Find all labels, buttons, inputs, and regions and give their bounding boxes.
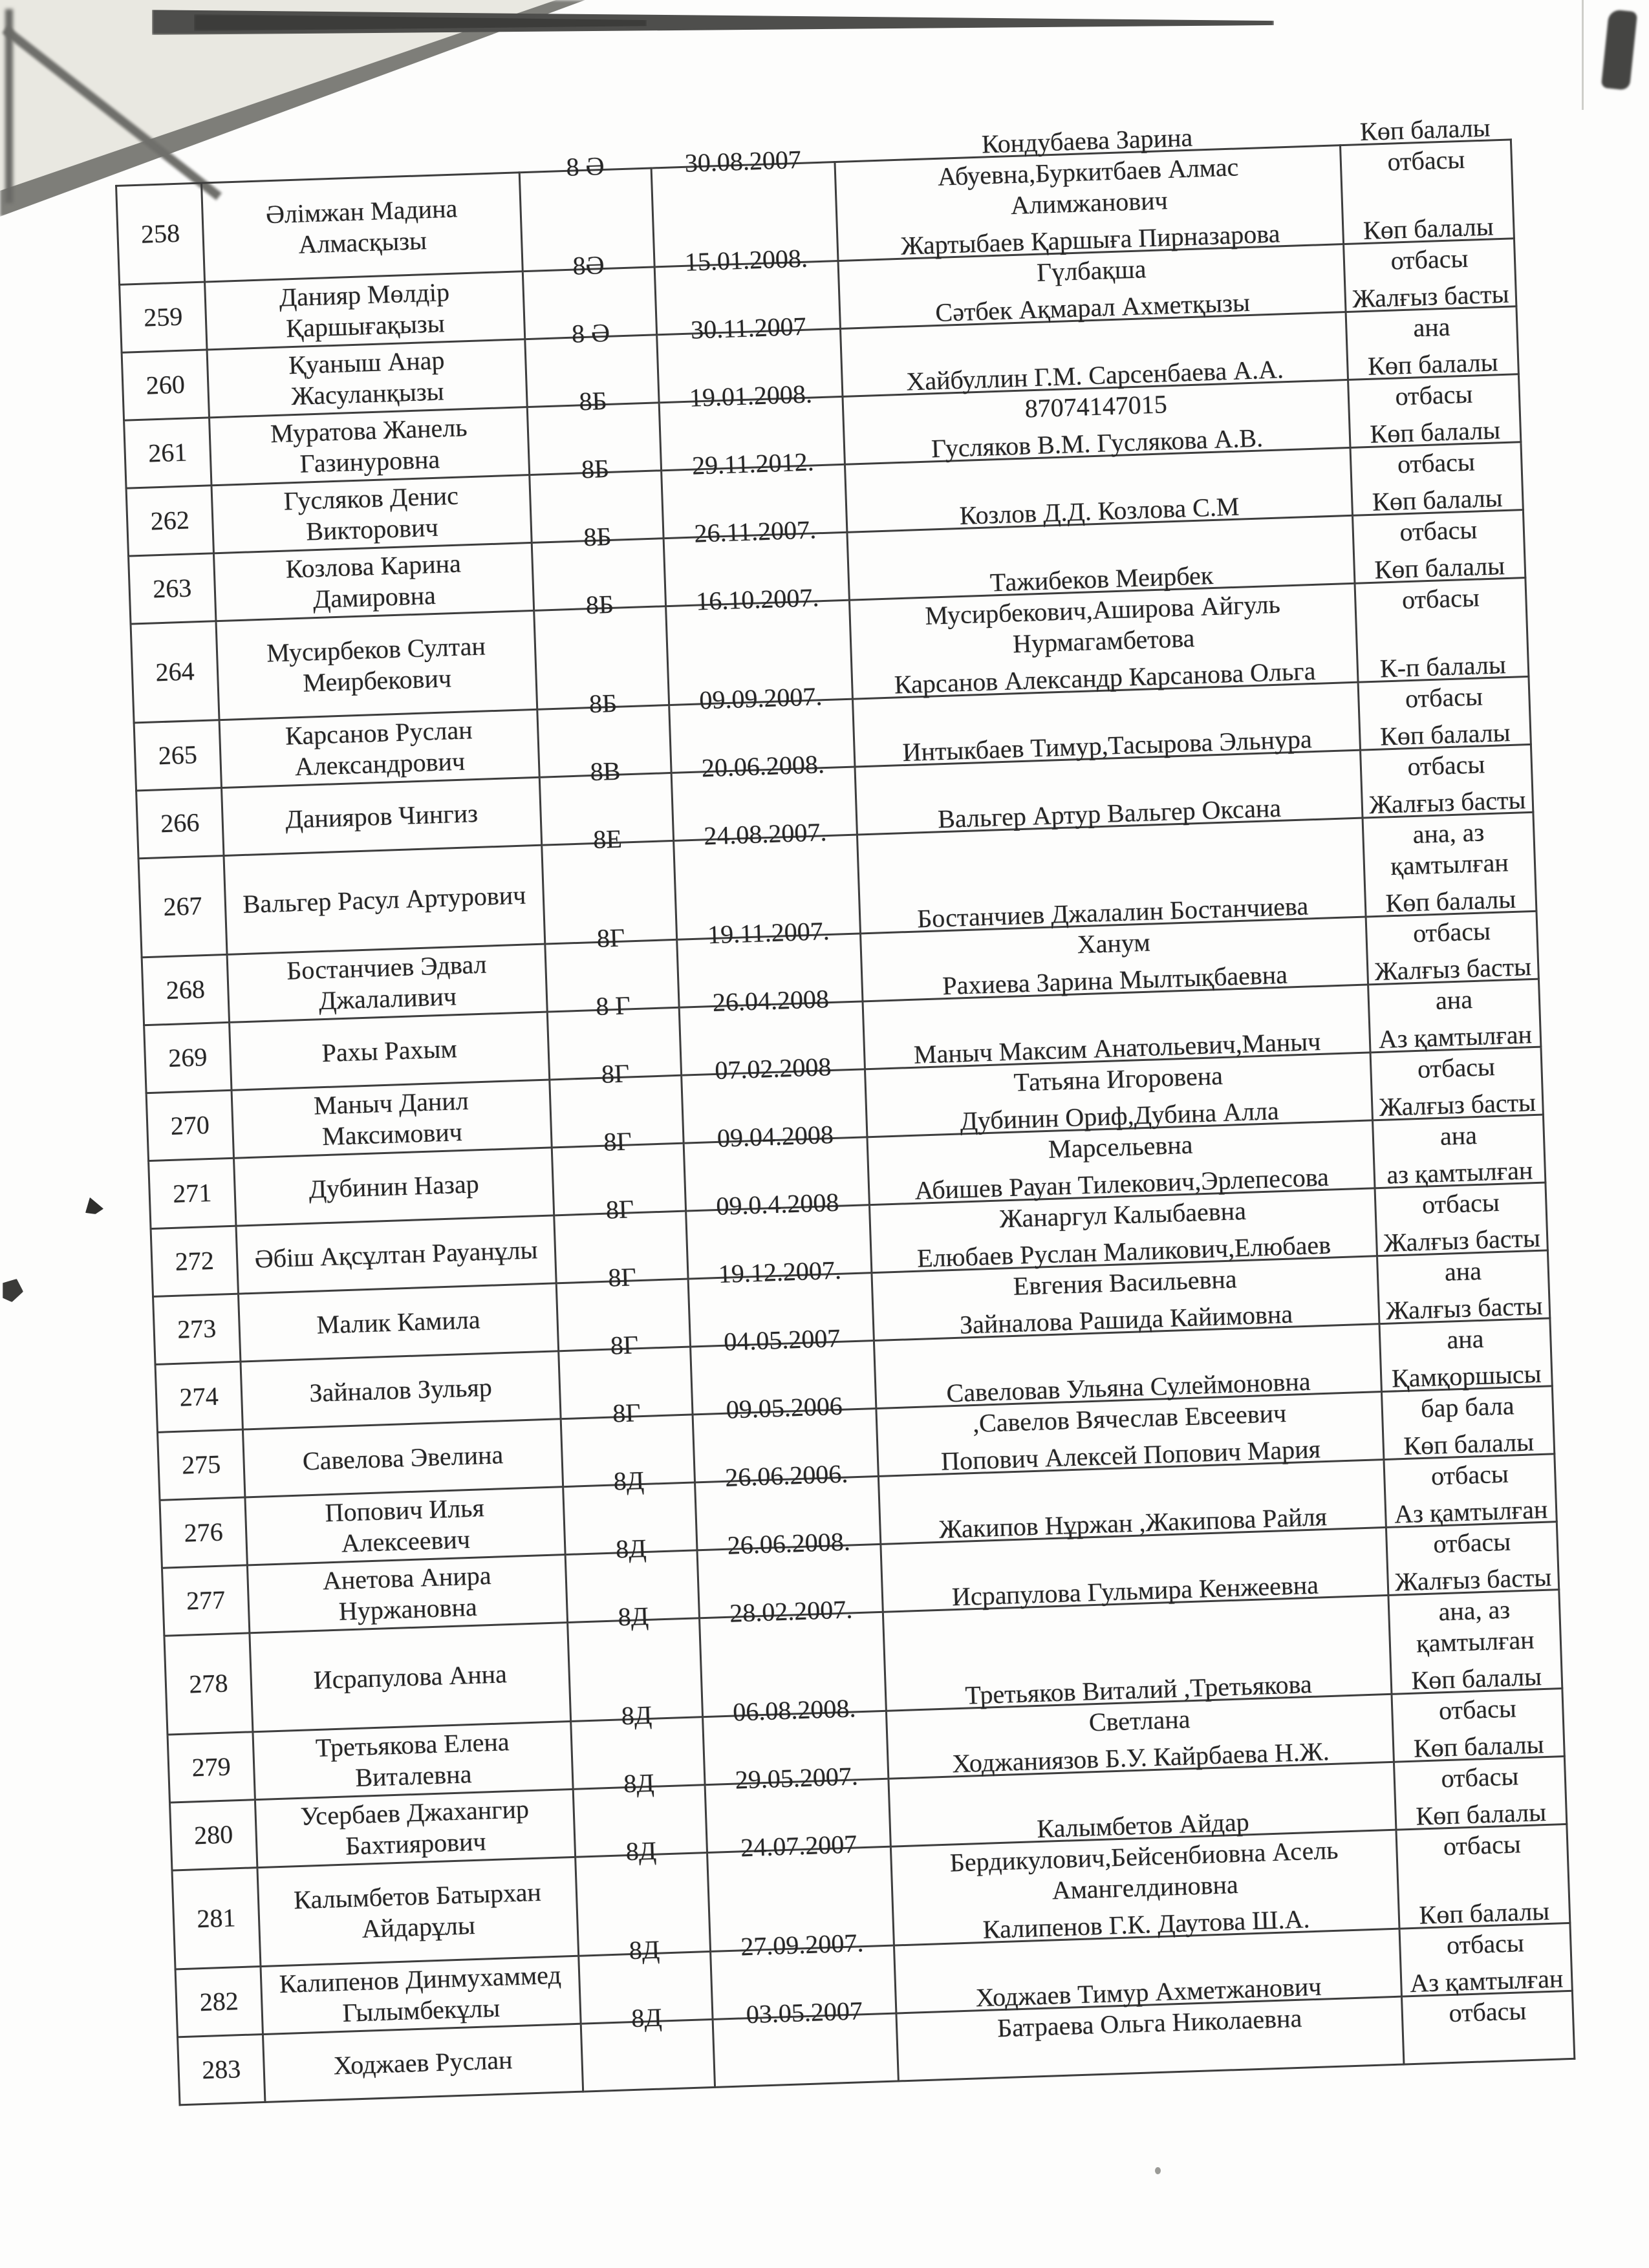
scan-corner-mark bbox=[1601, 9, 1638, 91]
cell-student-name: Калымбетов Батырхан Айдарұлы bbox=[257, 1857, 579, 1966]
cell-family-status: Қамқоршысы бар бала bbox=[1381, 1386, 1554, 1460]
cell-parents: Интыкбаев Тимур,Тасырова Эльнура bbox=[855, 750, 1363, 835]
cell-parents: Абишев Рауан Тилекович,Эрлепесова Жанаргул Калыбаевна bbox=[869, 1188, 1377, 1273]
cell-birth-date: 26.11.2007. bbox=[663, 532, 849, 606]
cell-family-status: Көп балалы отбасы bbox=[1348, 374, 1521, 448]
cell-parents: Маныч Максим Анатольевич,Маныч Татьяна Игоровена bbox=[865, 1053, 1372, 1137]
cell-number: 270 bbox=[146, 1090, 233, 1161]
cell-class: 8Ә bbox=[523, 267, 656, 339]
cell-birth-date: 24.08.2007. bbox=[674, 835, 861, 939]
cell-family-status: Жалғыз басты ана bbox=[1377, 1250, 1550, 1324]
cell-class: 8Д bbox=[571, 1717, 705, 1790]
cell-family-status: Жалғыз басты ана bbox=[1368, 979, 1541, 1053]
cell-class: 8Г bbox=[552, 1143, 685, 1215]
cell-birth-date: 19.11.2007. bbox=[677, 934, 863, 1007]
cell-parents: Попович Алексей Попович Мария bbox=[878, 1460, 1386, 1545]
cell-class: 8Д bbox=[573, 1785, 707, 1857]
students-table bbox=[115, 112, 1575, 2106]
students-table-wrap bbox=[115, 112, 1575, 2106]
cell-parents: Дубинин Ориф,Дубина Алла Марсельевна bbox=[867, 1120, 1375, 1205]
cell-family-status: Көп балалы отбасы bbox=[1361, 744, 1533, 818]
cell-class: 8 Ә bbox=[525, 335, 659, 407]
cell-student-name: Савелова Эвелина bbox=[242, 1419, 563, 1497]
cell-parents: Исрапулова Гульмира Кенжеевна bbox=[883, 1595, 1392, 1711]
cell-birth-date: 28.02.2007. bbox=[699, 1612, 886, 1717]
cell-number: 280 bbox=[170, 1800, 257, 1870]
cell-class: 8Б bbox=[534, 606, 669, 710]
cell-student-name: Вальгер Расул Артурович bbox=[224, 845, 545, 954]
cell-student-name: Қуаныш Анар Жасуланқызы bbox=[207, 339, 527, 418]
cell-student-name: Данияров Чингиз bbox=[222, 777, 542, 855]
scan-edge-smear bbox=[5, 9, 13, 203]
cell-student-name: Карсанов Руслан Александрович bbox=[219, 709, 539, 787]
cell-family-status: Көп балалы отбасы bbox=[1396, 1824, 1570, 1929]
cell-class: 8В bbox=[539, 773, 673, 845]
cell-family-status: К-п балалы отбасы bbox=[1358, 676, 1531, 750]
cell-class: 8Г bbox=[556, 1279, 690, 1351]
cell-number: 278 bbox=[164, 1633, 253, 1735]
cell-student-name: Данияр Мөлдір Қаршығақызы bbox=[205, 272, 525, 350]
cell-number: 276 bbox=[160, 1497, 247, 1568]
cell-number: 277 bbox=[162, 1565, 249, 1636]
cell-number: 259 bbox=[120, 282, 207, 352]
cell-parents: Гусляков В.М. Гуслякова А.В. bbox=[845, 447, 1352, 532]
cell-birth-date: 27.09.2007. bbox=[711, 1945, 896, 2019]
cell-student-name: Муратова Жанель Газинуровна bbox=[210, 407, 530, 486]
cell-birth-date: 24.07.2007 bbox=[707, 1846, 894, 1951]
cell-birth-date: 20.06.2008. bbox=[671, 767, 857, 840]
cell-parents: Третьяков Виталий ,Третьякова Светлана bbox=[886, 1694, 1394, 1779]
cell-family-status: Жалғыз басты ана bbox=[1379, 1318, 1552, 1392]
cell-class: 8Б bbox=[527, 403, 661, 475]
cell-birth-date: 06.08.2008. bbox=[703, 1711, 889, 1784]
cell-family-status: Көп балалы отбасы bbox=[1353, 510, 1525, 584]
cell-parents: Жакипов Нұржан ,Жакипова Райля bbox=[881, 1527, 1388, 1612]
cell-birth-date: 29.11.2012. bbox=[662, 464, 847, 538]
cell-family-status: Аз қамтылған отбасы bbox=[1401, 1991, 1574, 2064]
cell-number: 271 bbox=[149, 1158, 236, 1228]
scan-right-crease bbox=[1582, 0, 1584, 110]
cell-class: 8Г bbox=[554, 1211, 688, 1283]
cell-student-name: Исрапулова Анна bbox=[250, 1623, 571, 1732]
cell-student-name: Дубинин Назар bbox=[234, 1148, 554, 1226]
cell-family-status: Аз қамтылған отбасы bbox=[1386, 1522, 1558, 1596]
cell-parents: Зайналова Рашида Кайимовна bbox=[874, 1324, 1381, 1409]
cell-number: 273 bbox=[153, 1294, 241, 1364]
cell-student-name: Усербаев Джахангир Бахтиярович bbox=[255, 1789, 575, 1867]
cell-number: 263 bbox=[129, 553, 216, 624]
cell-class: 8Г bbox=[550, 1075, 684, 1148]
cell-number: 269 bbox=[144, 1022, 232, 1093]
cell-class: 8Б bbox=[537, 705, 671, 778]
cell-class: 8Д bbox=[581, 2019, 715, 2091]
cell-class: 8 Г bbox=[547, 1007, 681, 1080]
cell-student-name: Попович Илья Алексеевич bbox=[245, 1487, 565, 1565]
cell-family-status: Көп балалы отбасы bbox=[1394, 1757, 1566, 1830]
cell-student-name: Третьякова Елена Виталевна bbox=[253, 1721, 573, 1799]
cell-class: 8Д bbox=[579, 1951, 713, 2024]
ink-speck bbox=[85, 1197, 103, 1214]
cell-birth-date: 09.05.2006 bbox=[693, 1409, 878, 1482]
cell-student-name: Әбіш Ақсұлтан Рауанұлы bbox=[236, 1215, 556, 1294]
cell-family-status: Жалғыз басты ана, аз қамтылған bbox=[1363, 812, 1536, 917]
cell-student-name: Калипенов Динмухаммед Гылымбекұлы bbox=[261, 1956, 581, 2034]
cell-parents: Карсанов Александр Карсанова Ольга bbox=[852, 682, 1360, 767]
cell-birth-date: 15.01.2008. bbox=[654, 261, 840, 334]
cell-parents: Бостанчиев Джалалин Бостанчиева Ханум bbox=[861, 917, 1368, 1001]
cell-number: 262 bbox=[126, 486, 213, 556]
cell-number: 264 bbox=[131, 621, 219, 723]
cell-family-status: Жалғыз басты ана bbox=[1373, 1115, 1546, 1188]
cell-class: 8Г bbox=[559, 1347, 693, 1419]
cell-parents: Ходжаниязов Б.У. Кайрбаева Н.Ж. bbox=[889, 1762, 1396, 1846]
cell-parents: Елюбаев Руслан Маликович,Елюбаев Евгения Васильевна bbox=[872, 1256, 1379, 1341]
cell-parents: Сәтбек Ақмарал Ахметқызы bbox=[840, 312, 1348, 397]
cell-family-status: Көп балалы отбасы bbox=[1341, 140, 1514, 244]
cell-family-status: Аз қамтылған отбасы bbox=[1370, 1047, 1543, 1120]
cell-family-status: Көп балалы отбасы bbox=[1392, 1689, 1564, 1762]
cell-student-name: Зайналов Зульяр bbox=[241, 1351, 561, 1429]
cell-class: 8 Ә bbox=[519, 168, 654, 272]
cell-number: 275 bbox=[158, 1429, 245, 1500]
cell-family-status: Көп балалы отбасы bbox=[1350, 442, 1523, 516]
cell-birth-date: 30.08.2007 bbox=[651, 162, 838, 267]
cell-birth-date: 19.01.2008. bbox=[659, 396, 845, 470]
cell-number: 261 bbox=[124, 418, 211, 488]
cell-number: 281 bbox=[172, 1868, 261, 1969]
cell-parents: Жартыбаев Қаршыға Пирназарова Гүлбақша bbox=[838, 244, 1346, 329]
cell-class: 8Д bbox=[563, 1482, 697, 1555]
cell-student-name: Гусляков Денис Викторович bbox=[211, 475, 532, 553]
cell-number: 266 bbox=[136, 788, 224, 859]
ink-speck bbox=[1155, 2167, 1161, 2174]
cell-student-name: Козлова Карина Дамировна bbox=[213, 542, 534, 621]
cell-number: 279 bbox=[167, 1732, 255, 1803]
cell-number: 283 bbox=[178, 2034, 265, 2104]
cell-family-status: Көп балалы отбасы bbox=[1366, 911, 1538, 985]
cell-birth-date: 16.10.2007. bbox=[666, 600, 853, 705]
cell-family-status: аз қамтылған отбасы bbox=[1375, 1182, 1547, 1256]
cell-parents: Хайбуллин Г.М. Сарсенбаева А.А. 87074147015 bbox=[843, 380, 1350, 464]
cell-family-status: Жалғыз басты ана bbox=[1346, 306, 1518, 380]
cell-family-status: Жалғыз басты ана, аз қамтылған bbox=[1388, 1590, 1562, 1695]
cell-student-name: Бостанчиев Эдвал Джалаливич bbox=[227, 944, 547, 1022]
cell-student-name: Әлімжан Мадина Алмасқызы bbox=[201, 173, 523, 282]
cell-class: 8Д bbox=[565, 1550, 699, 1623]
cell-parents: Вальгер Артур Вальгер Оксана bbox=[857, 818, 1366, 934]
cell-family-status: Көп балалы отбасы bbox=[1384, 1454, 1557, 1528]
cell-student-name: Рахы Рахым bbox=[230, 1012, 550, 1090]
cell-parents: Кондубаева Зарина Абуевна,Буркитбаев Алмас Алимжанович bbox=[835, 145, 1344, 261]
cell-birth-date: 26.06.2006. bbox=[695, 1476, 881, 1550]
cell-birth-date: 30.11.2007 bbox=[657, 328, 843, 402]
cell-birth-date: 26.06.2008. bbox=[697, 1544, 883, 1618]
cell-parents: Рахиева Зарина Мылтықбаевна bbox=[863, 985, 1370, 1069]
cell-birth-date: 09.09.2007. bbox=[669, 699, 855, 773]
cell-student-name: Маныч Данил Максимович bbox=[232, 1080, 552, 1158]
cell-birth-date: 07.02.2008 bbox=[682, 1069, 867, 1143]
cell-number: 282 bbox=[175, 1967, 263, 2037]
cell-class: 8Б bbox=[532, 539, 665, 611]
cell-number: 258 bbox=[116, 183, 205, 284]
cell-birth-date: 26.04.2008 bbox=[679, 1001, 865, 1075]
cell-family-status: Көп балалы отбасы bbox=[1399, 1923, 1572, 1996]
cell-birth-date: 19.12.2007. bbox=[688, 1273, 874, 1347]
cell-student-name: Анетова Анира Нуржановна bbox=[247, 1555, 567, 1633]
cell-birth-date: 03.05.2007 bbox=[713, 2013, 898, 2087]
cell-family-status: Көп балалы отбасы bbox=[1355, 578, 1529, 683]
cell-parents: Тажибеков Меирбек Мусирбекович,Аширова Айгуль Нурмагамбетова bbox=[849, 583, 1358, 699]
cell-number: 260 bbox=[122, 350, 209, 420]
cell-class: 8Г bbox=[561, 1415, 695, 1487]
cell-student-name: Мусирбеков Султан Меирбекович bbox=[216, 610, 537, 720]
cell-number: 267 bbox=[138, 856, 227, 957]
ink-speck bbox=[3, 1279, 23, 1302]
cell-family-status: Көп балалы отбасы bbox=[1344, 239, 1516, 312]
cell-birth-date: 09.04.2008 bbox=[684, 1137, 869, 1211]
cell-number: 272 bbox=[151, 1226, 238, 1296]
cell-birth-date: 09.0.4.2008 bbox=[686, 1205, 872, 1279]
cell-class: 8Д bbox=[568, 1618, 703, 1722]
cell-parents: Ходжаев Тимур Ахметжанович Батраева Ольга Николаевна bbox=[896, 1996, 1404, 2081]
cell-number: 268 bbox=[142, 954, 229, 1025]
cell-student-name: Малик Камила bbox=[238, 1283, 558, 1362]
cell-parents: Калипенов Г.К. Даутова Ш.А. bbox=[894, 1929, 1401, 2013]
cell-class: 8Г bbox=[545, 939, 679, 1012]
cell-birth-date: 29.05.2007. bbox=[705, 1779, 890, 1852]
cell-number: 265 bbox=[134, 720, 221, 791]
cell-parents: Савеловав Ульяна Сулеймоновна ,Савелов Вячеслав Евсеевич bbox=[876, 1392, 1384, 1477]
cell-class: 8Д bbox=[576, 1853, 711, 1956]
cell-class: 8Е bbox=[542, 840, 677, 944]
students-table-body bbox=[116, 112, 1575, 2105]
cell-class: 8Б bbox=[530, 471, 663, 543]
cell-number: 274 bbox=[155, 1362, 242, 1432]
cell-birth-date: 04.05.2007 bbox=[691, 1341, 876, 1415]
cell-parents: Козлов Д.Д. Козлова С.М bbox=[847, 515, 1355, 600]
cell-student-name: Ходжаев Руслан bbox=[263, 2024, 583, 2102]
cell-parents: Калымбетов Айдар Бердикулович,Бейсенбиовна Асель Амангелдиновна bbox=[890, 1830, 1399, 1945]
